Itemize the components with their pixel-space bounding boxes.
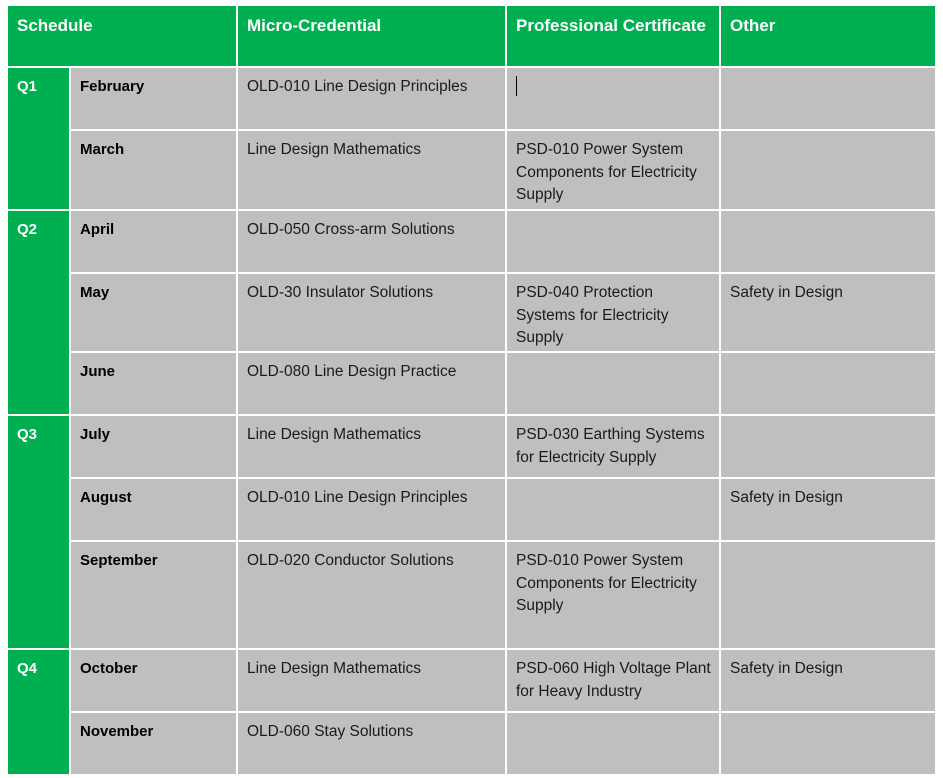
other-cell[interactable] <box>720 67 936 130</box>
professional-certificate-cell[interactable] <box>506 478 720 541</box>
table-row <box>7 352 936 415</box>
month-cell: November <box>70 712 237 775</box>
month-cell: October <box>70 649 237 712</box>
other-cell[interactable]: Safety in Design <box>720 273 936 352</box>
month-cell: March <box>70 130 237 210</box>
other-cell[interactable] <box>720 352 936 415</box>
header-row <box>7 5 936 67</box>
month-cell: February <box>70 67 237 130</box>
professional-certificate-cell[interactable] <box>506 67 720 130</box>
professional-certificate-cell[interactable] <box>506 210 720 273</box>
micro-credential-cell[interactable]: OLD-010 Line Design Principles <box>237 478 506 541</box>
table-row <box>7 541 936 649</box>
table-row <box>7 649 936 712</box>
header-other: Other <box>720 5 936 67</box>
text-cursor <box>516 76 517 96</box>
header-schedule: Schedule <box>7 5 237 67</box>
professional-certificate-cell[interactable]: PSD-010 Power System Components for Electricity Supply <box>506 541 720 649</box>
micro-credential-cell[interactable]: OLD-30 Insulator Solutions <box>237 273 506 352</box>
month-cell: September <box>70 541 237 649</box>
other-cell[interactable] <box>720 130 936 210</box>
quarter-cell: Q2 <box>7 210 70 415</box>
month-cell: April <box>70 210 237 273</box>
table-row <box>7 210 936 273</box>
table-row <box>7 415 936 478</box>
professional-certificate-cell[interactable]: PSD-040 Protection Systems for Electricity Supply <box>506 273 720 352</box>
micro-credential-cell[interactable]: OLD-010 Line Design Principles <box>237 67 506 130</box>
header-professional-certificate: Professional Certificate <box>506 5 720 67</box>
professional-certificate-cell[interactable]: PSD-010 Power System Components for Electricity Supply <box>506 130 720 210</box>
table-row <box>7 67 936 130</box>
micro-credential-cell[interactable]: OLD-020 Conductor Solutions <box>237 541 506 649</box>
other-cell[interactable] <box>720 712 936 775</box>
quarter-cell: Q1 <box>7 67 70 210</box>
header-micro-credential: Micro-Credential <box>237 5 506 67</box>
micro-credential-cell[interactable]: OLD-060 Stay Solutions <box>237 712 506 775</box>
month-cell: June <box>70 352 237 415</box>
other-cell[interactable] <box>720 415 936 478</box>
other-cell[interactable]: Safety in Design <box>720 478 936 541</box>
micro-credential-cell[interactable]: Line Design Mathematics <box>237 415 506 478</box>
quarter-cell: Q4 <box>7 649 70 775</box>
professional-certificate-cell[interactable]: PSD-030 Earthing Systems for Electricity Supply <box>506 415 720 478</box>
other-cell[interactable]: Safety in Design <box>720 649 936 712</box>
schedule-table <box>6 4 937 776</box>
professional-certificate-cell[interactable] <box>506 352 720 415</box>
micro-credential-cell[interactable]: OLD-050 Cross-arm Solutions <box>237 210 506 273</box>
micro-credential-cell[interactable]: OLD-080 Line Design Practice <box>237 352 506 415</box>
other-cell[interactable] <box>720 541 936 649</box>
table-row <box>7 273 936 352</box>
month-cell: July <box>70 415 237 478</box>
other-cell[interactable] <box>720 210 936 273</box>
micro-credential-cell[interactable]: Line Design Mathematics <box>237 130 506 210</box>
month-cell: May <box>70 273 237 352</box>
professional-certificate-cell[interactable]: PSD-060 High Voltage Plant for Heavy Industry <box>506 649 720 712</box>
month-cell: August <box>70 478 237 541</box>
professional-certificate-cell[interactable] <box>506 712 720 775</box>
table-row <box>7 130 936 210</box>
quarter-cell: Q3 <box>7 415 70 649</box>
table-row <box>7 478 936 541</box>
table-row <box>7 712 936 775</box>
micro-credential-cell[interactable]: Line Design Mathematics <box>237 649 506 712</box>
